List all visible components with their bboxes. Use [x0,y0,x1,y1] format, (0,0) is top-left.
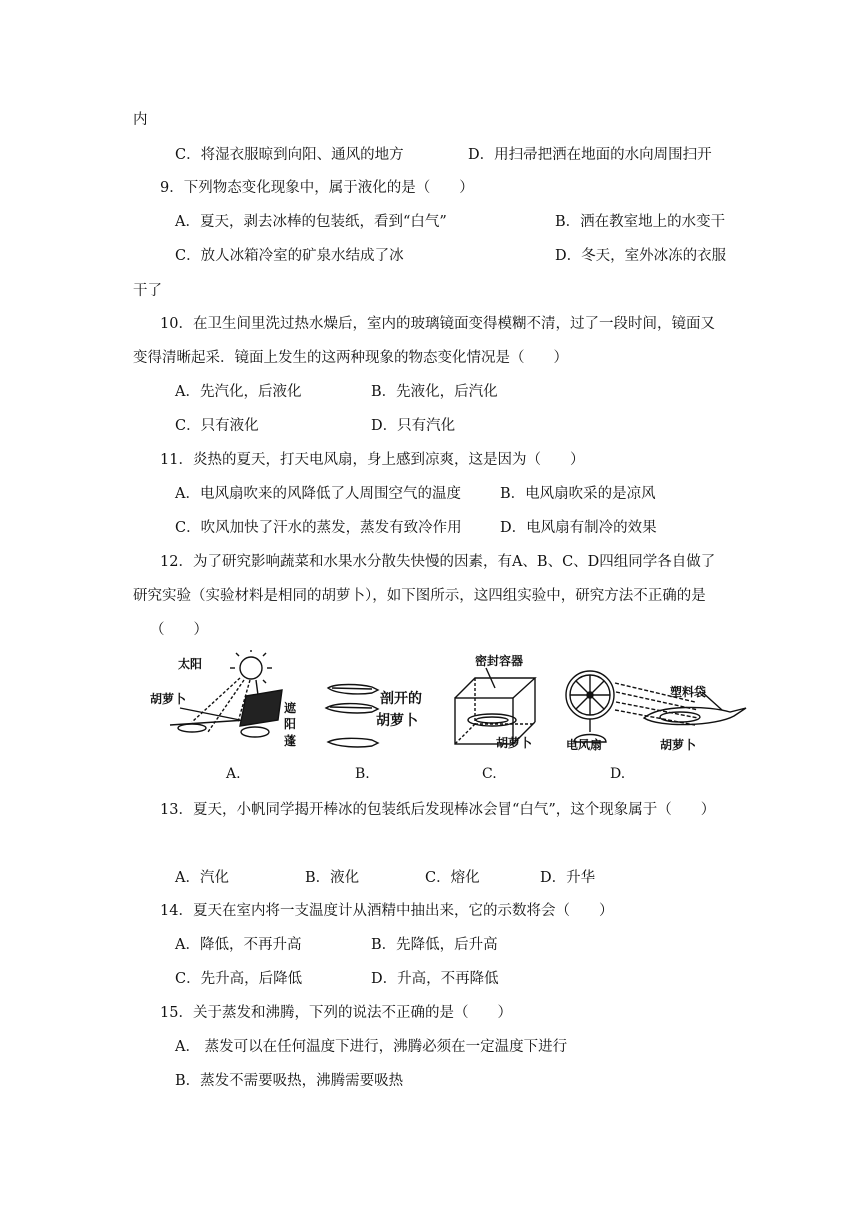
carrot-a1-icon [178,724,206,732]
q10-option-b: B．先液化，后汽化 [371,384,498,400]
q13-option-b: B．液化 [305,870,360,886]
q11-option-b: B．电风扇吹采的是凉风 [500,486,656,502]
electric-fan-icon [566,671,614,742]
q10-option-a: A．先汽化，后液化 [175,384,302,400]
q12-stem: 12．为了研究影响蔬菜和水果水分散失快慢的因素，有A、B、C、D四组同学各自做了 [160,554,716,570]
q11-option-a: A．电风扇吹来的风降低了人周围空气的温度 [175,486,461,502]
label-shade-1: 遮 [284,701,297,715]
sun-rays-icon [230,650,272,683]
q15-option-a: A． 蒸发可以在任何温度下进行，沸腾必须在一定温度下进行 [175,1039,568,1055]
label-cut-2: 胡萝卜 [376,713,418,729]
label-cut-1: 剖开的 [380,691,422,707]
q14-option-b: B．先降低，后升高 [371,937,498,953]
label-carrot-a: 胡萝卜 [150,692,187,706]
shade-icon [240,690,282,726]
q13-option-c: C．熔化 [425,870,480,886]
q9-option-b: B．洒在教室地上的水变干 [555,214,726,230]
q12-figure [150,650,750,760]
figure-option-d: D. [610,766,626,782]
figure-option-c: C. [482,766,497,782]
q11-option-d: D．电风扇有制冷的效果 [500,520,657,536]
q14-option-c: C．先升高，后降低 [175,971,303,987]
q9-option-d: D．冬天，室外冰冻的衣服 [555,248,727,264]
carrot-a2-icon [241,727,269,737]
q9-option-d-cont: 干了 [133,283,162,299]
label-fan: 电风扇 [566,738,603,752]
label-carrot-d: 胡萝卜 [660,738,697,752]
sealed-container-icon [455,668,535,744]
q15-option-b: B．蒸发不需要吸热，沸腾需要吸热 [175,1073,404,1089]
q10-stem-cont: 变得清晰起采．镜面上发生的这两种现象的物态变化情况是（ ） [133,350,568,366]
q9-option-a: A．夏天，剥去冰棒的包装纸，看到“白气” [175,214,447,230]
figure-option-a: A. [226,766,241,782]
q8-option-d: D．用扫帚把洒在地面的水向周围扫开 [468,147,712,163]
q11-option-c: C．吹风加快了汗水的蒸发，蒸发有致冷作用 [175,520,462,536]
label-shade-3: 蓬 [284,734,297,748]
q12-paren: （ ） [150,622,208,638]
q9-option-c: C．放人冰箱冷室的矿泉水结成了冰 [175,248,404,264]
q15-stem: 15．关于蒸发和沸腾，下列的说法不正确的是（ ） [160,1005,512,1021]
q10-option-d: D．只有汽化 [371,418,456,434]
q10-option-c: C．只有液化 [175,418,259,434]
label-shade-2: 阳 [284,717,297,731]
q10-stem: 10．在卫生间里洗过热水燥后，室内的玻璃镜面变得模糊不清，过了一段时间，镜面又 [160,316,715,332]
q13-option-a: A．汽化 [175,870,229,886]
label-sun: 太阳 [178,657,203,671]
figure-option-b: B. [355,766,370,782]
q11-stem: 11．炎热的夏天，打天电风扇，身上感到凉爽，这是因为（ ） [160,452,585,468]
cut-carrots-icon [326,685,378,747]
label-bag: 塑料袋 [670,685,707,699]
q14-option-a: A．降低，不再升高 [175,937,302,953]
label-container: 密封容器 [475,654,524,668]
text-line-continuation: 内 [133,112,148,128]
q8-option-c: C．将湿衣服晾到向阳、通风的地方 [175,147,404,163]
q12-stem-cont: 研究实验（实验材料是相同的胡萝卜），如下图所示，这四组实验中，研究方法不正确的是 [133,588,706,604]
q14-stem: 14．夏天在室内将一支温度计从酒精中抽出来，它的示数将会（ ） [160,903,614,919]
q9-stem: 9．下列物态变化现象中，属于液化的是（ ） [160,180,474,196]
q13-option-d: D．升华 [540,870,596,886]
sun-icon [240,657,262,679]
q14-option-d: D．升高，不再降低 [371,971,499,987]
label-carrot-c: 胡萝卜 [496,736,533,750]
q13-stem: 13．夏天，小帆同学揭开棒冰的包装纸后发现棒冰会冒“白气”，这个现象属于（ ） [160,802,716,818]
